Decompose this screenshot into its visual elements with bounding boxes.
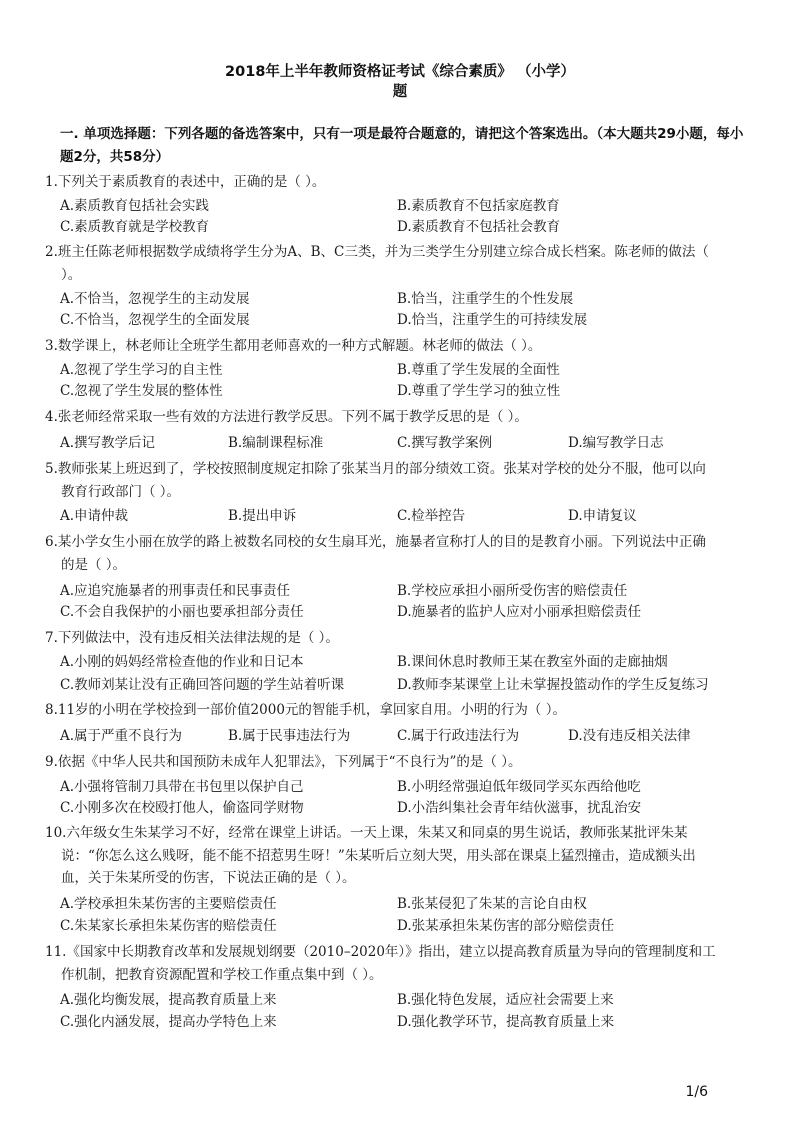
- question-10-option-b: B.张某侵犯了朱某的言论自由权: [397, 896, 587, 912]
- question-3-stem: 3.数学课上，林老师让全班学生都用老师喜欢的一种方式解题。林老师的做法（ ）。: [45, 338, 542, 354]
- question-10-stem-line2: 说：“你怎么这么贱呀，能不能不招惹男生呀！”朱某听后立刻大哭，用头部在课桌上猛烈撞击，造成额头出: [61, 847, 696, 864]
- question-2-stem: [45, 241, 755, 286]
- question-6-option-b: B.学校应承担小丽所受伤害的赔偿责任: [397, 583, 628, 599]
- question-9-option-d: D.小浩纠集社会青年结伙滋事，扰乱治安: [397, 800, 642, 816]
- question-11-option-a: A.强化均衡发展，提高教育质量上来: [60, 992, 277, 1008]
- question-1-option-d: D.素质教育不包括社会教育: [397, 219, 561, 235]
- question-10-option-a: A.学校承担朱某伤害的主要赔偿责任: [60, 896, 277, 912]
- question-7-option-b: B.课间休息时教师王某在教室外面的走廊抽烟: [397, 654, 668, 670]
- exam-title-line1: 2018年上半年教师资格证考试《综合素质》 （小学）: [225, 64, 575, 80]
- question-2-option-a: A.不恰当，忽视学生的主动发展: [60, 291, 250, 307]
- question-6-stem-line2: 的是（ ）。: [61, 556, 127, 573]
- question-10-option-c: C.朱某家长承担朱某伤害的赔偿责任: [60, 918, 277, 934]
- question-7-stem: 7.下列做法中，没有违反相关法律法规的是（ ）。: [45, 630, 339, 646]
- question-10-option-d: D.张某承担朱某伤害的部分赔偿责任: [397, 918, 615, 934]
- question-5-option-c: C.检举控告: [397, 508, 466, 524]
- question-9-option-c: C.小刚多次在校殴打他人，偷盗同学财物: [60, 800, 304, 816]
- question-5-option-a: A.申请仲裁: [60, 508, 129, 524]
- question-11-stem: [45, 941, 755, 986]
- question-4-option-b: B.编制课程标准: [228, 435, 324, 451]
- question-5-option-d: D.申请复议: [568, 508, 637, 524]
- question-6-option-c: C.不会自我保护的小丽也要承担部分责任: [60, 604, 304, 620]
- question-5-stem-line1: 5.教师张某上班迟到了，学校按照制度规定扣除了张某当月的部分绩效工资。张某对学校的处分不服，他可以向: [45, 461, 706, 477]
- question-9-option-a: A.小强将管制刀具带在书包里以保护自己: [60, 779, 304, 795]
- question-3-option-b: B.尊重了学生发展的全面性: [397, 362, 560, 378]
- question-2-option-d: D.恰当，注重学生的可持续发展: [397, 312, 588, 328]
- question-6-stem-line1: 6.某小学女生小丽在放学的路上被数名同校的女生扇耳光，施暴者宣称打人的目的是教育小丽。下列说法中正确: [45, 534, 706, 550]
- question-10-stem-line3: 血，关于朱某所受的伤害，下说法正确的是（ ）。: [61, 870, 356, 886]
- question-8-stem: 8.11岁的小明在学校捡到一部价值2000元的智能手机，拿回家自用。小明的行为（ ）。: [45, 702, 566, 718]
- question-10-stem-line1: 10.六年级女生朱某学习不好，经常在课堂上讲话。一天上课，朱某又和同桌的男生说话，教师张某批评朱某: [45, 825, 688, 841]
- question-8-option-d: D.没有违反相关法律: [568, 728, 691, 744]
- question-7-option-d: D.教师李某课堂上让未掌握投篮动作的学生反复练习: [397, 677, 709, 693]
- question-3-option-d: D.尊重了学生学习的独立性: [397, 383, 561, 399]
- question-6-stem: [45, 531, 755, 576]
- question-7-option-a: A.小刚的妈妈经常检查他的作业和日记本: [60, 654, 304, 670]
- question-11-stem-line1: 11.《国家中长期教育改革和发展规划纲要（2010–2020年）》指出，建立以提高教育质量为导向的管理制度和工: [45, 944, 716, 960]
- question-1-option-c: C.素质教育就是学校教育: [60, 219, 210, 235]
- question-1-option-a: A.素质教育包括社会实践: [60, 198, 210, 214]
- question-7-option-c: C.教师刘某让没有正确回答问题的学生站着听课: [60, 677, 345, 693]
- question-8-option-b: B.属于民事违法行为: [228, 728, 351, 744]
- question-9-stem: 9.依据《中华人民共和国预防未成年人犯罪法》，下列属于“不良行为”的是（ ）。: [45, 754, 522, 770]
- section-heading: 一. 单项选择题：下列各题的备选答案中，只有一项是最符合题意的，请把这个答案选出。（本大题共29小题，每小题2分，共58分）: [60, 126, 744, 165]
- question-4-stem: 4.张老师经常采取一些有效的方法进行教学反思。下列不属于教学反思的是（ ）。: [45, 409, 528, 425]
- question-4-option-d: D.编写教学日志: [568, 435, 664, 451]
- question-1-stem: 1.下列关于素质教育的表述中，正确的是（ ）。: [45, 174, 326, 190]
- page-number: 1/6: [685, 1084, 708, 1100]
- question-3-option-a: A.忽视了学生学习的自主性: [60, 362, 223, 378]
- question-11-option-d: D.强化教学环节，提高教育质量上来: [397, 1014, 615, 1030]
- question-4-option-c: C.撰写教学案例: [397, 435, 493, 451]
- question-11-option-b: B.强化特色发展，适应社会需要上来: [397, 992, 614, 1008]
- question-2-option-b: B.恰当，注重学生的个性发展: [397, 291, 574, 307]
- question-2-option-c: C.不恰当，忽视学生的全面发展: [60, 312, 250, 328]
- question-4-option-a: A.撰写教学后记: [60, 435, 156, 451]
- question-5-stem-line2: 教育行政部门（ ）。: [61, 483, 181, 500]
- question-11-stem-line2: 作机制，把教育资源配置和学校工作重点集中到（ ）。: [61, 966, 383, 983]
- question-8-option-c: C.属于行政违法行为: [397, 728, 520, 744]
- exam-title-line2: 题: [392, 84, 408, 100]
- question-10-stem: [45, 822, 755, 890]
- question-11-option-c: C.强化内涵发展，提高办学特色上来: [60, 1014, 277, 1030]
- question-5-stem: [45, 458, 755, 503]
- question-8-option-a: A.属于严重不良行为: [60, 728, 183, 744]
- question-5-option-b: B.提出申诉: [228, 508, 297, 524]
- question-6-option-d: D.施暴者的监护人应对小丽承担赔偿责任: [397, 604, 642, 620]
- question-2-stem-line1: 2.班主任陈老师根据数学成绩将学生分为A、B、C三类，并为三类学生分别建立综合成长档案。陈老师的做法（: [45, 244, 709, 260]
- question-6-option-a: A.应追究施暴者的刑事责任和民事责任: [60, 583, 291, 599]
- question-9-option-b: B.小明经常强迫低年级同学买东西给他吃: [397, 779, 641, 795]
- question-3-option-c: C.忽视了学生发展的整体性: [60, 383, 223, 399]
- question-2-stem-line2: ）。: [61, 266, 82, 283]
- question-1-option-b: B.素质教育不包括家庭教育: [397, 198, 560, 214]
